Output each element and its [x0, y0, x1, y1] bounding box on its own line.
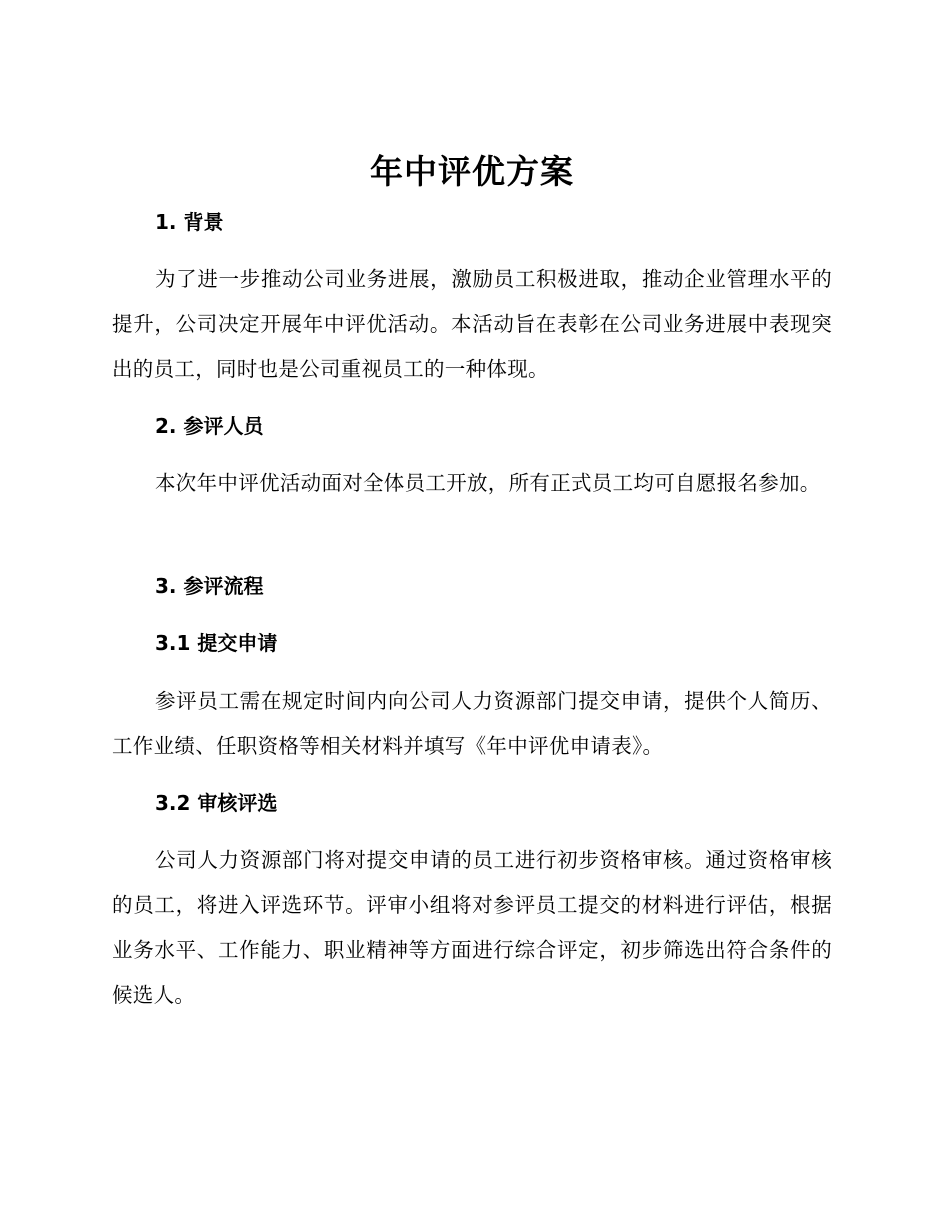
- section-body-participants: 本次年中评优活动面对全体员工开放，所有正式员工均可自愿报名参加。: [155, 471, 821, 495]
- section-heading-process: 3. 参评流程: [155, 574, 264, 598]
- section-heading-background: 1. 背景: [155, 210, 224, 234]
- document-title: 年中评优方案: [370, 152, 574, 191]
- subsection-heading-submit: 3.1 提交申请: [155, 631, 278, 655]
- subsection-body-review: 公司人力资源部门将对提交申请的员工进行初步资格审核。通过资格审核的员工，将进入评选环节。评审小组将对参评员工提交的材料进行评估，根据业务水平、工作能力、职业精神等方面进行综合评定，初步筛选出符合条件的候选人。: [112, 848, 832, 1007]
- section-heading-participants: 2. 参评人员: [155, 414, 264, 438]
- subsection-body-submit: 参评员工需在规定时间内向公司人力资源部门提交申请，提供个人简历、工作业绩、任职资格等相关材料并填写《年中评优申请表》。: [112, 689, 832, 758]
- section-body-background: 为了进一步推动公司业务进展，激励员工积极进取，推动企业管理水平的提升，公司决定开展年中评优活动。本活动旨在表彰在公司业务进展中表现突出的员工，同时也是公司重视员工的一种体现。: [112, 267, 832, 381]
- subsection-heading-review: 3.2 审核评选: [155, 791, 278, 815]
